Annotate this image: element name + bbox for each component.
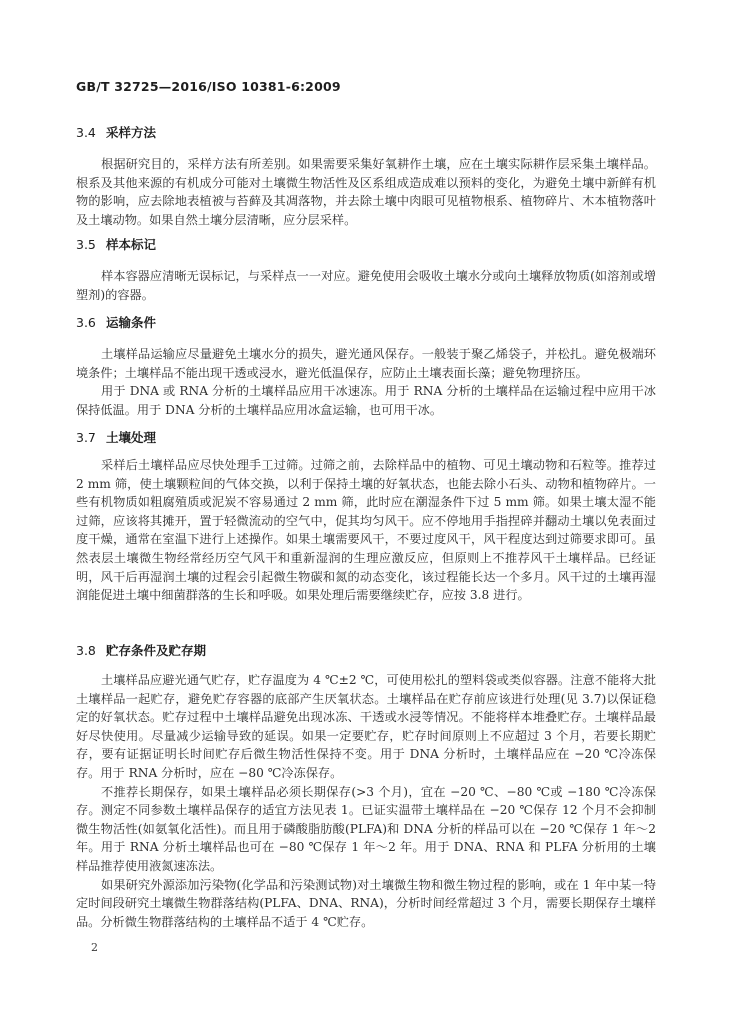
section-heading [76,235,656,255]
paragraph: 不推荐长期保存，如果土壤样品必须长期保存(>3 个月)，宜在 −20 ℃、−80 ℃或 −180 ℃冷冻保存。测定不同参数土壤样品保存的适宜方法见表 1。已证实温带土壤样品在 −20 ℃保存 12 个月不会抑制微生物活性(如氨氧化活性)。而且用于磷酸脂肪酸(PLFA)和 DNA 分析的样品可以在 −20 ℃保存 1 年～2 年。用于 RNA 分析土壤样品也可在 −80 ℃保存 1 年～2 年。用于 DNA、RNA 和 PLFA 分析用的土壤样品推荐使用液氮速冻法。 [76,784,656,873]
section-number: 3.4 [76,125,96,140]
paragraph: 采样后土壤样品应尽快处理手工过筛。过筛之前，去除样品中的植物、可见土壤动物和石粒等。推荐过 2 mm 筛，使土壤颗粒间的气体交换，以利于保持土壤的好氧状态，也能去除小石头、动物和植物碎片。一些有机物质如粗腐殖质或泥炭不容易通过 2 mm 筛，此时应在潮湿条件下过 5 mm 筛。如果土壤太湿不能过筛，应该将其摊开，置于轻微流动的空气中，促其均匀风干。应不停地用手指捏碎并翻动土壤以免表面过度干燥，通常在室温下进行上述操作。如果土壤需要风干，不要过度风干，风干程度达到过筛要求即可。虽然表层土壤微生物经常经历空气风干和重新湿润的生理应激反应，但原则上不推荐风干土壤样品。已经证明，风干后再湿润土壤的过程会引起微生物碳和氮的动态变化，该过程能长达一个多月。风干过的土壤再湿润能促进土壤中细菌群落的生长和呼吸。如果处理后需要继续贮存，应按 3.8 进行。 [76,458,656,603]
section-heading [76,641,656,661]
paragraph: 如果研究外源添加污染物(化学品和污染测试物)对土壤微生物和微生物过程的影响，或在 1 年中某一特定时间段研究土壤微生物群落结构(PLFA、DNA、RNA)，分析时间经常超过 3 个月，需要长期保存土壤样品。分析微生物群落结构的土壤样品不适于 4 ℃贮存。 [76,877,656,929]
paragraph: 用于 DNA 或 RNA 分析的土壤样品应用干冰速冻。用于 RNA 分析的土壤样品在运输过程中应用干冰保持低温。用于 DNA 分析的土壤样品应用冰盒运输，也可用干冰。 [76,384,656,417]
page-number: 2 [91,941,98,954]
standard-code-header: GB/T 32725—2016/ISO 10381-6:2009 [76,79,341,94]
section-heading [76,428,656,448]
paragraph: 土壤样品应避光通气贮存，贮存温度为 4 ℃±2 ℃，可使用松扎的塑料袋或类似容器。注意不能将大批土壤样品一起贮存，避免贮存容器的底部产生厌氧状态。土壤样品在贮存前应该进行处理(见 3.7)以保证稳定的好氧状态。贮存过程中土壤样品避免出现冰冻、干透或水浸等情况。不能将样本堆叠贮存。土壤样品最好尽快使用。尽量减少运输导致的延误。如果一定要贮存，贮存时间原则上不应超过 3 个月，若要长期贮存，要有证据证明长时间贮存后微生物活性保持不变。用于 DNA 分析时，土壤样品应在 −20 ℃冷冻保存。用于 RNA 分析时，应在 −80 ℃冷冻保存。 [76,673,656,780]
section-heading [76,313,656,333]
section-3-5 [76,235,656,304]
section-3-7 [76,428,656,605]
paragraph: 土壤样品运输应尽量避免土壤水分的损失，避光通风保存。一般装于聚乙烯袋子，并松扎。避免极端环境条件；土壤样品不能出现干透或浸水，避光低温保存，应防止土壤表面长藻；避免物理挤压。 [76,347,656,380]
section-3-6 [76,313,656,419]
section-title: 样本标记 [106,237,157,252]
section-title: 运输条件 [106,315,157,330]
paragraph: 样本容器应清晰无误标记，与采样点一一对应。避免使用会吸收土壤水分或向土壤释放物质(如溶剂或增塑剂)的容器。 [76,269,656,302]
section-3-4 [76,123,656,229]
section-title: 土壤处理 [106,430,157,445]
section-number: 3.8 [76,643,96,658]
section-number: 3.6 [76,315,96,330]
section-heading [76,123,656,143]
section-title: 采样方法 [106,125,157,140]
section-3-8 [76,641,656,931]
section-number: 3.7 [76,430,96,445]
section-number: 3.5 [76,237,96,252]
section-title: 贮存条件及贮存期 [106,643,207,658]
paragraph: 根据研究目的，采样方法有所差别。如果需要采集好氧耕作土壤，应在土壤实际耕作层采集土壤样品。根系及其他来源的有机成分可能对土壤微生物活性及区系组成造成难以预料的变化，为避免土壤中新鲜有机物的影响，应去除地表植被与苔藓及其凋落物，并去除土壤中肉眼可见植物根系、植物碎片、木本植物落叶及土壤动物。如果自然土壤分层清晰，应分层采样。 [76,157,656,227]
